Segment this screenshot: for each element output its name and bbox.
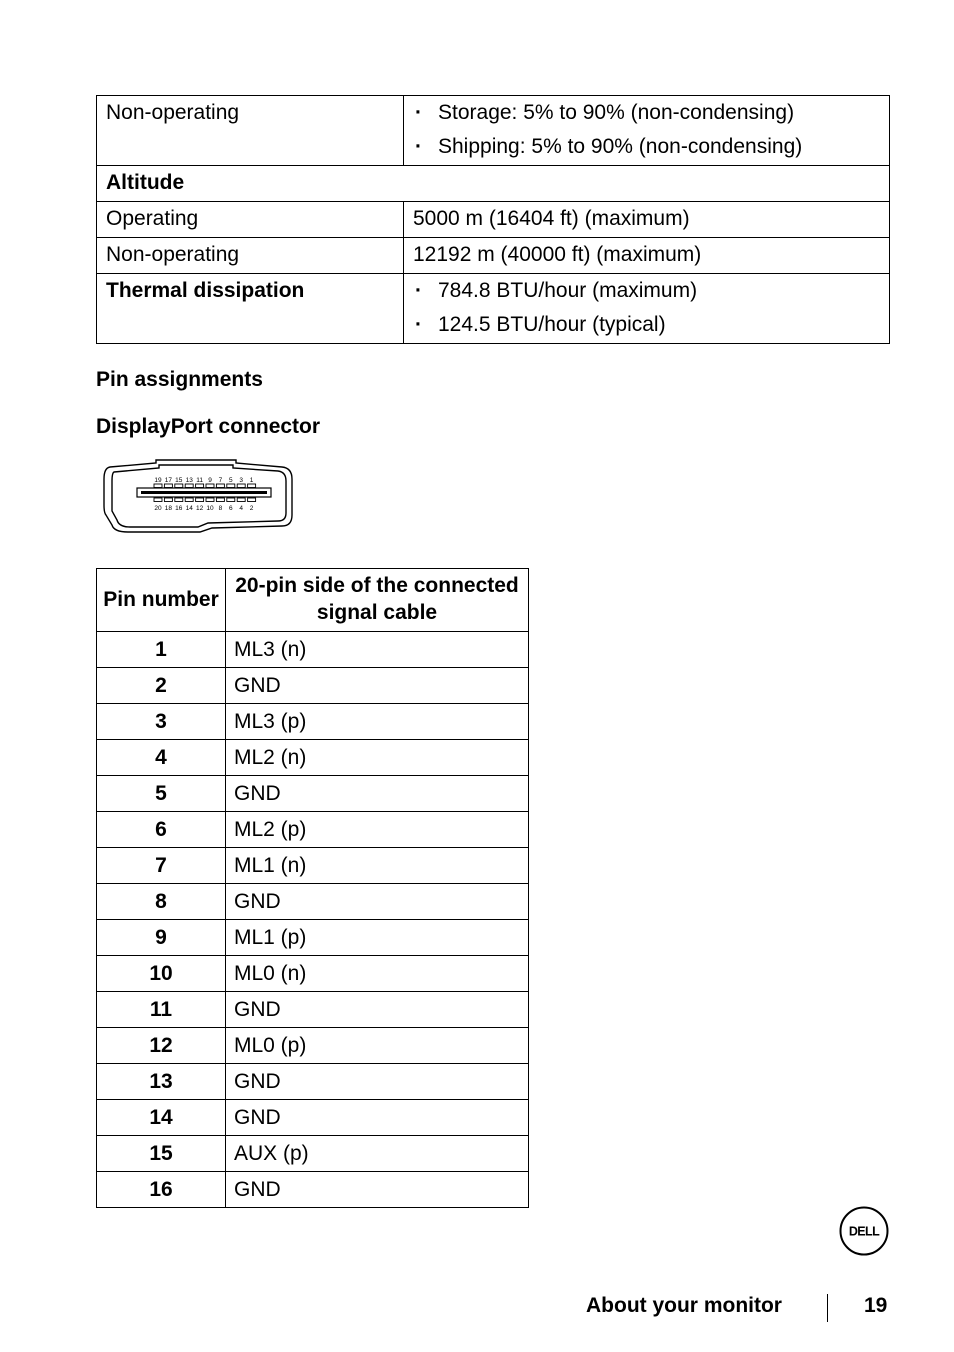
signal-cell: GND bbox=[226, 1100, 529, 1136]
pin-label: 1 bbox=[249, 477, 254, 484]
pin-label: 14 bbox=[185, 505, 193, 512]
pin-contact bbox=[216, 484, 224, 488]
pin-contact bbox=[248, 484, 256, 488]
bullet-list bbox=[413, 101, 881, 159]
pin-number-cell: 1 bbox=[97, 632, 226, 668]
pin-assignments-heading: Pin assignments bbox=[96, 368, 263, 391]
pin-label: 3 bbox=[239, 477, 244, 484]
footer-section-title: About your monitor bbox=[586, 1294, 782, 1317]
spec-label: Thermal dissipation bbox=[97, 274, 404, 344]
footer-divider bbox=[827, 1294, 828, 1322]
table-row bbox=[97, 1100, 529, 1136]
environment-spec-table bbox=[96, 95, 890, 344]
spec-label: Operating bbox=[97, 202, 404, 238]
pin-contact bbox=[196, 498, 204, 502]
spec-label: Non-operating bbox=[97, 96, 404, 166]
pin-contact bbox=[227, 498, 235, 502]
pin-contact bbox=[237, 484, 245, 488]
signal-cell: GND bbox=[226, 1064, 529, 1100]
pin-contact bbox=[185, 484, 193, 488]
table-row bbox=[97, 202, 890, 238]
pin-number-cell: 10 bbox=[97, 956, 226, 992]
pin-label: 11 bbox=[196, 477, 203, 484]
table-row bbox=[97, 740, 529, 776]
pin-contact bbox=[206, 498, 214, 502]
pin-contact bbox=[164, 484, 172, 488]
pin-number-cell: 7 bbox=[97, 848, 226, 884]
table-row bbox=[97, 1028, 529, 1064]
table-row bbox=[97, 238, 890, 274]
dell-logo-text: DELL bbox=[848, 1224, 880, 1239]
pin-label: 12 bbox=[195, 505, 204, 512]
table-row bbox=[97, 956, 529, 992]
pin-contact bbox=[175, 498, 183, 502]
pin-number-cell: 3 bbox=[97, 704, 226, 740]
table-row bbox=[97, 920, 529, 956]
signal-cell: ML2 (n) bbox=[226, 740, 529, 776]
pin-label: 19 bbox=[154, 477, 162, 484]
pin-number-cell: 14 bbox=[97, 1100, 226, 1136]
signal-cell: AUX (p) bbox=[226, 1136, 529, 1172]
pin-label: 5 bbox=[228, 477, 233, 484]
pin-contact bbox=[227, 484, 235, 488]
pin-contact bbox=[175, 484, 183, 488]
bottom-pin-labels bbox=[154, 505, 253, 512]
signal-cell: GND bbox=[226, 668, 529, 704]
pin-number-cell: 13 bbox=[97, 1064, 226, 1100]
table-row bbox=[97, 1064, 529, 1100]
signal-cell: ML2 (p) bbox=[226, 812, 529, 848]
pin-label: 7 bbox=[218, 477, 223, 484]
dell-logo-icon bbox=[839, 1206, 889, 1256]
signal-cell: ML0 (p) bbox=[226, 1028, 529, 1064]
pin-number-cell: 8 bbox=[97, 884, 226, 920]
table-row bbox=[97, 704, 529, 740]
pin-contact bbox=[154, 484, 162, 488]
spec-value bbox=[404, 96, 890, 166]
signal-cell: GND bbox=[226, 776, 529, 812]
table-row bbox=[97, 812, 529, 848]
pin-label: 4 bbox=[239, 505, 244, 512]
list-item: · 124.5 BTU/hour (typical) bbox=[413, 313, 881, 337]
table-row bbox=[97, 776, 529, 812]
pin-contact bbox=[154, 498, 162, 502]
table-row bbox=[97, 96, 890, 166]
pin-contact bbox=[164, 498, 172, 502]
pin-label: 13 bbox=[185, 477, 193, 484]
displayport-connector-heading: DisplayPort connector bbox=[96, 415, 321, 438]
spec-value: 12192 m (40000 ft) (maximum) bbox=[404, 238, 890, 274]
pin-contact bbox=[216, 498, 224, 502]
signal-header: 20-pin side of the connected signal cable bbox=[226, 569, 529, 632]
signal-cell: ML3 (n) bbox=[226, 632, 529, 668]
top-pin-marks bbox=[154, 484, 256, 488]
table-row bbox=[97, 274, 890, 344]
pin-label: 9 bbox=[208, 477, 212, 484]
pin-label: 16 bbox=[175, 505, 183, 512]
table-row bbox=[97, 1172, 529, 1208]
pin-label: 20 bbox=[154, 505, 162, 512]
pin-number-header: Pin number bbox=[97, 569, 226, 632]
table-header-row bbox=[97, 569, 529, 632]
spec-value bbox=[404, 274, 890, 344]
table-row bbox=[97, 1136, 529, 1172]
pin-rows bbox=[97, 632, 529, 1208]
signal-cell: ML0 (n) bbox=[226, 956, 529, 992]
pin-number-cell: 12 bbox=[97, 1028, 226, 1064]
pin-contact bbox=[248, 498, 256, 502]
list-item: · 784.8 BTU/hour (maximum) bbox=[413, 279, 881, 303]
signal-cell: GND bbox=[226, 992, 529, 1028]
pin-number-cell: 16 bbox=[97, 1172, 226, 1208]
signal-cell: ML1 (n) bbox=[226, 848, 529, 884]
signal-cell: GND bbox=[226, 884, 529, 920]
pin-number-cell: 9 bbox=[97, 920, 226, 956]
pin-number-cell: 2 bbox=[97, 668, 226, 704]
pin-contact bbox=[206, 484, 214, 488]
pin-number-cell: 11 bbox=[97, 992, 226, 1028]
pin-label: 8 bbox=[218, 505, 223, 512]
signal-cell: ML1 (p) bbox=[226, 920, 529, 956]
section-heading-altitude: Altitude bbox=[97, 166, 890, 202]
bullet-list bbox=[413, 279, 881, 337]
table-row bbox=[97, 848, 529, 884]
top-pin-labels bbox=[154, 477, 253, 484]
pin-number-cell: 6 bbox=[97, 812, 226, 848]
list-item: · Storage: 5% to 90% (non-condensing) bbox=[413, 101, 881, 125]
pin-label: 6 bbox=[228, 505, 233, 512]
pin-number-cell: 5 bbox=[97, 776, 226, 812]
table-row bbox=[97, 632, 529, 668]
list-item: · Shipping: 5% to 90% (non-condensing) bbox=[413, 135, 881, 159]
pin-number-cell: 15 bbox=[97, 1136, 226, 1172]
table-row bbox=[97, 166, 890, 202]
table-row bbox=[97, 884, 529, 920]
pin-label: 10 bbox=[206, 505, 214, 512]
signal-cell: ML3 (p) bbox=[226, 704, 529, 740]
table-row bbox=[97, 992, 529, 1028]
pin-contact bbox=[185, 498, 193, 502]
pin-label: 2 bbox=[249, 505, 254, 512]
pin-label: 18 bbox=[164, 505, 173, 512]
spec-label: Non-operating bbox=[97, 238, 404, 274]
pin-contact bbox=[196, 484, 204, 488]
bottom-pin-marks bbox=[154, 498, 256, 502]
pin-label: 17 bbox=[164, 477, 173, 484]
table-row bbox=[97, 668, 529, 704]
pin-assignment-table bbox=[96, 568, 529, 1208]
page-number: 19 bbox=[864, 1294, 888, 1317]
spec-value: 5000 m (16404 ft) (maximum) bbox=[404, 202, 890, 238]
signal-cell: GND bbox=[226, 1172, 529, 1208]
pin-number-cell: 4 bbox=[97, 740, 226, 776]
pin-contact bbox=[237, 498, 245, 502]
displayport-connector-icon bbox=[102, 459, 294, 534]
pin-label: 15 bbox=[175, 477, 183, 484]
